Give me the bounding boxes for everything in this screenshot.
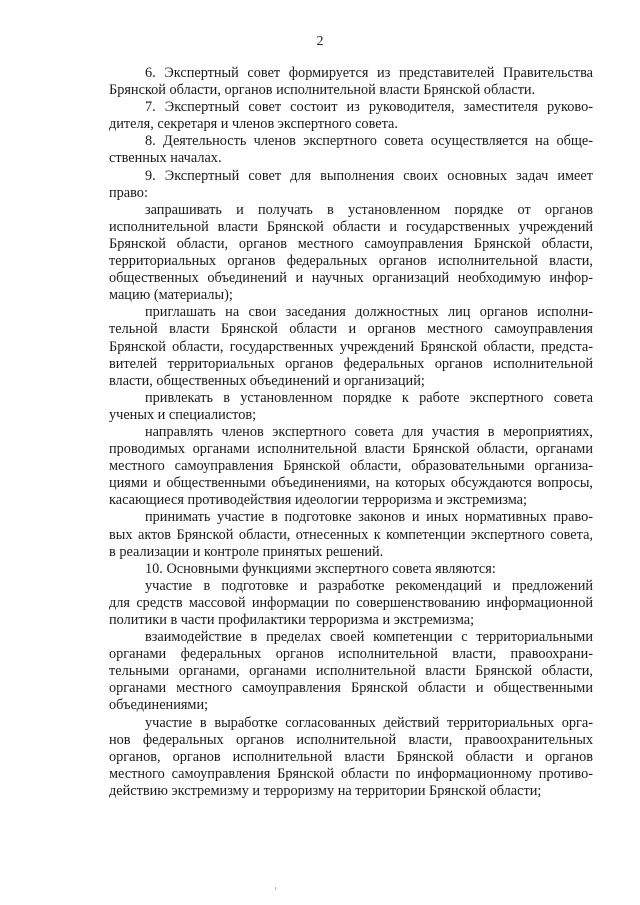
- text-line: власти, общественных объединений и организаций;: [109, 372, 425, 389]
- paragraph: [109, 65, 593, 99]
- text-line: нов федеральных органов исполнительной власти, правоохранительных: [109, 731, 593, 748]
- text-line: объединениями;: [109, 697, 209, 714]
- text-line: привлекать в установленном порядке к работе экспертного совета: [145, 389, 593, 406]
- text-line: циями и общественными объединениями, на которых обсуждаются вопросы,: [109, 475, 593, 492]
- text-line: политики в части профилактики терроризма и экстремизма;: [109, 612, 475, 628]
- text-line: органами местного самоуправления Брянской области и общественными: [109, 680, 593, 697]
- text-line: направлять членов экспертного совета для участия в мероприятиях,: [145, 423, 593, 440]
- document-body: [109, 65, 593, 800]
- text-line: органами федеральных органов исполнительной власти, правоохрани-: [109, 646, 593, 663]
- paragraph: [109, 561, 593, 578]
- text-line: взаимодействие в пределах своей компетенции с территориальными: [145, 629, 593, 646]
- text-line: Брянской области, органов исполнительной власти Брянской области.: [109, 82, 536, 99]
- scan-speck: [275, 887, 276, 890]
- text-line: вых актов Брянской области, отнесенных к компетенции экспертного совета,: [109, 526, 593, 543]
- text-line: тельной власти Брянской области и органов местного самоуправления: [109, 321, 593, 338]
- text-line: исполнительной власти Брянской области и государственных учреждений: [109, 218, 593, 235]
- text-line: 9. Экспертный совет для выполнения своих основных задач имеет: [145, 167, 593, 184]
- paragraph: [109, 133, 593, 167]
- paragraph: [109, 509, 593, 560]
- text-line: территориальных органов федеральных органов исполнительной власти,: [109, 253, 593, 270]
- text-line: дителя, секретаря и членов экспертного совета.: [109, 116, 398, 133]
- paragraph: [109, 424, 593, 509]
- text-line: участие в подготовке и разработке рекомендаций и предложений: [145, 577, 593, 594]
- paragraph: [109, 390, 593, 424]
- paragraph: [109, 202, 593, 305]
- text-line: Брянской области, государственных учреждений Брянской области, предста-: [109, 338, 593, 355]
- text-line: вителей территориальных органов федеральных органов исполнительной: [109, 355, 593, 372]
- text-line: проводимых органами исполнительной власти Брянской области, органами: [109, 441, 593, 458]
- text-line: принимать участие в подготовке законов и иных нормативных право-: [145, 509, 593, 526]
- text-line: ученых и специалистов;: [109, 406, 257, 423]
- text-line: участие в выработке согласованных действий территориальных орга-: [145, 714, 593, 731]
- text-line: местного самоуправления Брянской области по информационному противо-: [109, 765, 593, 782]
- text-line: ственных началах.: [109, 150, 222, 167]
- text-line: право:: [109, 184, 148, 201]
- paragraph: [109, 99, 593, 133]
- text-line: для средств массовой информации по совершенствованию информационной: [109, 594, 593, 611]
- page-number: 2: [316, 34, 324, 49]
- text-line: мацию (материалы);: [109, 287, 233, 304]
- text-line: 10. Основными функциями экспертного совета являются:: [145, 560, 496, 577]
- text-line: касающиеся противодействия идеологии терроризма и экстремизма;: [109, 492, 527, 509]
- paragraph: [109, 578, 593, 629]
- text-line: приглашать на свои заседания должностных лиц органов исполни-: [145, 304, 593, 321]
- text-line: тельными органами, органами исполнительной власти Брянской области,: [109, 663, 593, 680]
- text-line: местного самоуправления Брянской области, образовательными организа-: [109, 458, 593, 475]
- text-line: 7. Экспертный совет состоит из руководителя, заместителя руково-: [145, 99, 593, 116]
- paragraph: [109, 629, 593, 714]
- text-line: общественных объединений и научных организаций необходимую инфор-: [109, 270, 593, 287]
- paragraph: [109, 715, 593, 800]
- text-line: органов, органов исполнительной власти Брянской области и органов: [109, 748, 593, 765]
- text-line: 6. Экспертный совет формируется из представителей Правительства: [145, 65, 593, 81]
- text-line: 8. Деятельность членов экспертного совета осуществляется на обще-: [145, 133, 593, 150]
- paragraph: [109, 304, 593, 389]
- text-line: запрашивать и получать в установленном порядке от органов: [145, 201, 593, 218]
- text-line: в реализации и контроле принятых решений.: [109, 543, 384, 560]
- paragraph: [109, 168, 593, 202]
- text-line: Брянской области, органов местного самоуправления Брянской области,: [109, 235, 593, 252]
- text-line: действию экстремизму и терроризму на территории Брянской области;: [109, 782, 542, 799]
